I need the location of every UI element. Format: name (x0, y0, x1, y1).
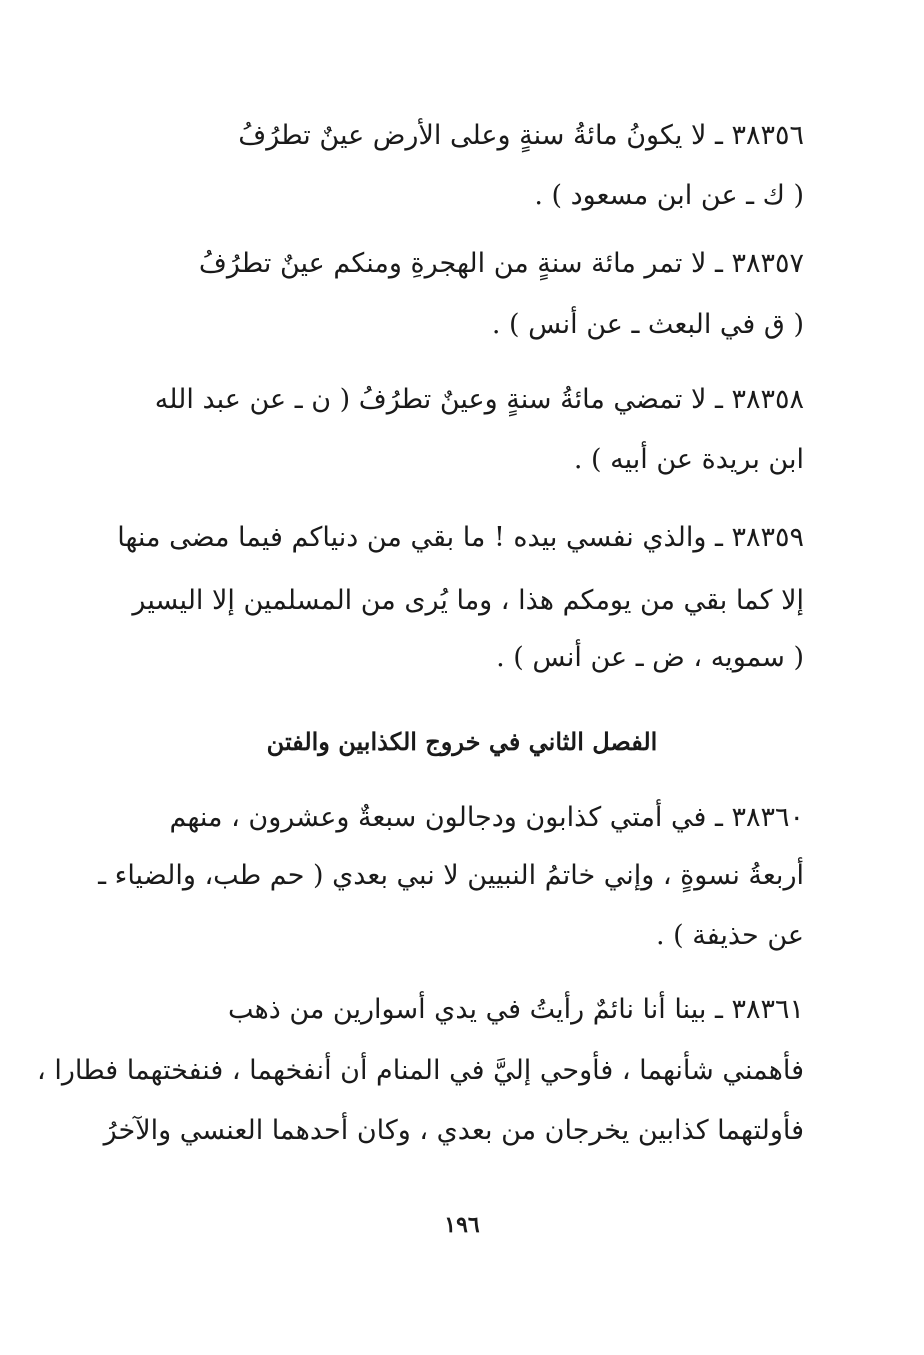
hadith-38359-line-1: ٣٨٣٥٩ ـ والذي نفسي بيده ! ما بقي من دنياكم فيما مضى منها (117, 522, 804, 553)
hadith-38361-line-3: فأولتهما كذابين يخرجان من بعدي ، وكان أحدهما العنسي والآخرُ (103, 1115, 804, 1146)
hadith-38360-line-3: عن حذيفة ) . (655, 920, 804, 951)
hadith-38358-line-2: ابن بريدة عن أبيه ) . (573, 444, 804, 475)
hadith-38357-line-1: ٣٨٣٥٧ ـ لا تمر مائة سنةٍ من الهجرةِ ومنكم عينٌ تطرُفُ (198, 248, 804, 279)
section-heading: الفصل الثاني في خروج الكذابين والفتن (266, 727, 658, 756)
hadith-38360-line-1: ٣٨٣٦٠ ـ في أمتي كذابون ودجالون سبعةٌ وعشرون ، منهم (169, 802, 804, 833)
hadith-38360-line-2: أربعةُ نسوةٍ ، وإني خاتمُ النبيين لا نبي بعدي ( حم طب، والضياء ـ (98, 860, 804, 891)
hadith-38358-line-1: ٣٨٣٥٨ ـ لا تمضي مائةُ سنةٍ وعينٌ تطرُفُ ( ن ـ عن عبد الله (154, 384, 804, 415)
hadith-38356-line-1: ٣٨٣٥٦ ـ لا يكونُ مائةُ سنةٍ وعلى الأرض عينٌ تطرُفُ (238, 120, 804, 151)
hadith-38356-line-2: ( ك ـ عن ابن مسعود ) . (534, 180, 804, 211)
hadith-38359-line-3: ( سمويه ، ض ـ عن أنس ) . (496, 642, 804, 673)
hadith-38359-line-2: إلا كما بقي من يومكم هذا ، وما يُرى من المسلمين إلا اليسير (132, 585, 804, 616)
page-number: ١٩٦ (444, 1212, 480, 1238)
hadith-38361-line-2: فأهمني شأنهما ، فأوحي إليَّ في المنام أن أنفخهما ، فنفختهما فطارا ، (37, 1055, 804, 1086)
hadith-38361-line-1: ٣٨٣٦١ ـ بينا أنا نائمٌ رأيتُ في يدي أسوارين من ذهب (227, 994, 804, 1025)
hadith-38357-line-2: ( ق في البعث ـ عن أنس ) . (491, 309, 804, 340)
